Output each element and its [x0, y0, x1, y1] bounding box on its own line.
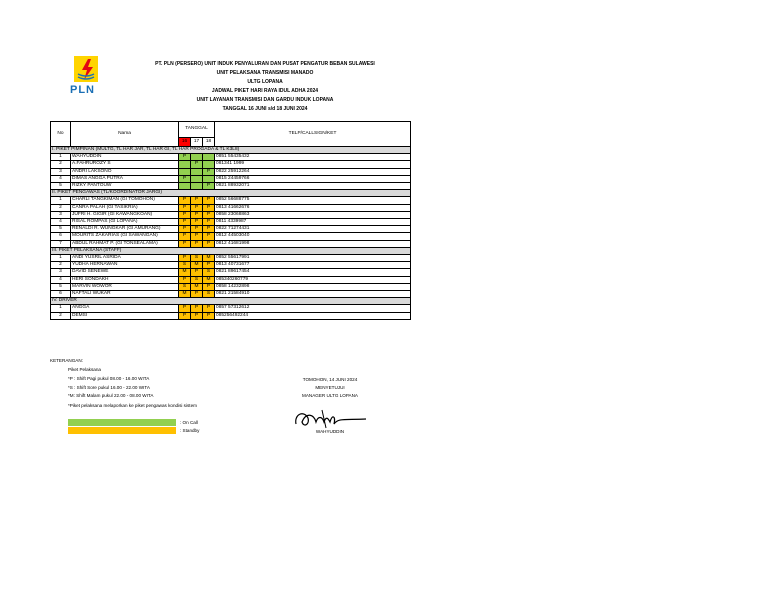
- row-contact: 0813 41662676: [215, 204, 411, 211]
- table-row: [51, 312, 411, 319]
- row-name: MOURITS ZAKARIAS (GI SAWANGAN): [71, 233, 179, 240]
- section-title: II. PIKET PENGAWAS (TL/KOORDINATOR JARGI): [51, 190, 411, 197]
- row-contact: 0811 4339987: [215, 219, 411, 226]
- row-number: 2: [51, 161, 71, 168]
- table-row: [51, 305, 411, 312]
- row-name: ABDUL RAHMAT P. (GI TONSEALAMA): [71, 240, 179, 247]
- note-line: *S : Shift Sore pukul 16.00 - 22.00 WITA: [68, 384, 150, 390]
- col-header-contact: TELP/CALLSIGN/KET: [215, 122, 411, 147]
- date-17: 17: [191, 138, 203, 147]
- shift-cell: [191, 175, 203, 182]
- row-contact: 0812 41681998: [215, 240, 411, 247]
- shift-cell: P: [191, 204, 203, 211]
- shift-cell: M: [203, 276, 215, 283]
- shift-cell: P: [191, 305, 203, 312]
- shift-cell: P: [179, 226, 191, 233]
- row-number: 4: [51, 219, 71, 226]
- shift-cell: [203, 175, 215, 182]
- row-name: RIZKY PANTOUW: [71, 183, 179, 190]
- table-row: [51, 283, 411, 290]
- shift-cell: P: [203, 312, 215, 319]
- shift-cell: P: [179, 219, 191, 226]
- shift-cell: M: [179, 291, 191, 298]
- shift-cell: P: [191, 219, 203, 226]
- shift-cell: S: [191, 255, 203, 262]
- row-number: 6: [51, 291, 71, 298]
- shift-cell: [191, 154, 203, 161]
- shift-cell: S: [179, 283, 191, 290]
- row-name: CHARLI TANGKIMAN (GI TOMOHON): [71, 197, 179, 204]
- unit-name: UNIT PELAKSANA TRANSMISI MANADO: [216, 69, 314, 76]
- document-subtitle: UNIT LAYANAN TRANSMISI DAN GARDU INDUK LOPANA: [196, 96, 334, 103]
- table-row: [51, 183, 411, 190]
- shift-cell: [203, 154, 215, 161]
- shift-cell: S: [203, 291, 215, 298]
- col-header-date: TANGGAL: [179, 122, 215, 138]
- notes-heading: KETERANGAN:: [50, 358, 83, 363]
- legend-standby-swatch: [68, 427, 176, 434]
- col-header-name: Nama: [71, 122, 179, 147]
- shift-cell: S: [203, 269, 215, 276]
- shift-cell: P: [203, 204, 215, 211]
- shift-cell: P: [179, 276, 191, 283]
- row-name: CANRA PALAH (GI TASIKRIA): [71, 204, 179, 211]
- document-header: [120, 60, 410, 86]
- section-row: [51, 190, 411, 197]
- table-row: [51, 262, 411, 269]
- table-row: [51, 175, 411, 182]
- row-contact: 081341 1999: [215, 161, 411, 168]
- row-contact: 0857 57312612: [215, 305, 411, 312]
- table-row: [51, 154, 411, 161]
- shift-cell: P: [191, 211, 203, 218]
- shift-cell: P: [179, 175, 191, 182]
- document-title-block: [120, 87, 410, 113]
- shift-cell: M: [203, 255, 215, 262]
- row-number: 2: [51, 312, 71, 319]
- shift-cell: M: [191, 283, 203, 290]
- row-name: DAVID SENEWE: [71, 269, 179, 276]
- shift-cell: M: [179, 269, 191, 276]
- table-row: [51, 168, 411, 175]
- table-row: [51, 161, 411, 168]
- shift-cell: [191, 183, 203, 190]
- shift-cell: P: [203, 226, 215, 233]
- table-row: [51, 269, 411, 276]
- row-number: 7: [51, 240, 71, 247]
- row-name: ANDI YUSRIL ASRIDA: [71, 255, 179, 262]
- row-contact: 0858 23068863: [215, 211, 411, 218]
- shift-cell: P: [191, 226, 203, 233]
- section-row: [51, 247, 411, 254]
- shift-cell: P: [203, 233, 215, 240]
- row-contact: 0822 25912264: [215, 168, 411, 175]
- row-number: 3: [51, 269, 71, 276]
- row-name: A.FAHRUROZY S: [71, 161, 179, 168]
- row-name: NAFTALI WUKAR: [71, 291, 179, 298]
- row-contact: 0812 44503040: [215, 233, 411, 240]
- section-row: [51, 298, 411, 305]
- table-row: [51, 276, 411, 283]
- row-number: 4: [51, 175, 71, 182]
- notes-list: [68, 375, 197, 410]
- row-number: 1: [51, 197, 71, 204]
- table-row: [51, 204, 411, 211]
- shift-cell: S: [191, 276, 203, 283]
- date-16: 16: [179, 138, 191, 147]
- row-number: 5: [51, 283, 71, 290]
- signature-place-date: TOMOHON, 14 JUNI 2024: [302, 377, 358, 382]
- shift-cell: P: [203, 305, 215, 312]
- table-header-row: [51, 122, 411, 138]
- schedule-table-body: [51, 122, 411, 320]
- row-contact: 0821 89617454: [215, 269, 411, 276]
- row-contact: 0822 71274431: [215, 226, 411, 233]
- row-name: RISAL ROMPAS (GI LOPANA): [71, 219, 179, 226]
- row-contact: 0821 88932071: [215, 183, 411, 190]
- document-period: TANGGAL 16 JUNI s/d 18 JUNI 2024: [222, 105, 308, 112]
- shift-cell: P: [179, 233, 191, 240]
- table-row: [51, 219, 411, 226]
- row-name: HERI SONDAKH: [71, 276, 179, 283]
- document-title: JADWAL PIKET HARI RAYA IDUL ADHA 2024: [211, 88, 319, 94]
- table-row: [51, 291, 411, 298]
- row-number: 1: [51, 255, 71, 262]
- shift-cell: P: [203, 197, 215, 204]
- shift-cell: [191, 168, 203, 175]
- row-name: JUFRI H. GIGIR (GI KAWANGKOAN): [71, 211, 179, 218]
- notes-subheading: Piket Pelaksana: [68, 367, 101, 372]
- shift-cell: P: [203, 283, 215, 290]
- row-number: 5: [51, 226, 71, 233]
- signature-approve: MENYETUJUI: [315, 385, 345, 390]
- shift-cell: P: [179, 312, 191, 319]
- shift-cell: P: [179, 240, 191, 247]
- shift-cell: M: [191, 262, 203, 269]
- row-contact: 0852 56688775: [215, 197, 411, 204]
- shift-cell: [179, 161, 191, 168]
- shift-cell: P: [179, 305, 191, 312]
- row-contact: 0815 24459766: [215, 175, 411, 182]
- shift-cell: P: [203, 262, 215, 269]
- company-name: PT. PLN (PERSERO) UNIT INDUK PENYALURAN DAN PUSAT PENGATUR BEBAN SULAWESI: [155, 61, 375, 67]
- row-number: 5: [51, 183, 71, 190]
- section-row: [51, 147, 411, 154]
- shift-cell: P: [203, 183, 215, 190]
- shift-cell: [203, 161, 215, 168]
- shift-cell: P: [191, 269, 203, 276]
- row-number: 4: [51, 276, 71, 283]
- row-contact: 085340260779: [215, 276, 411, 283]
- date-18: 18: [203, 138, 215, 147]
- section-title: III. PIKET PELAKSANA (STAFF): [51, 247, 411, 254]
- note-line: *P : Shift Pagi pukul 08.00 - 16.00 WITA: [68, 376, 150, 381]
- legend-oncall-label: : On Call: [180, 420, 198, 425]
- row-number: 1: [51, 154, 71, 161]
- note-line: *M: Shift Malam pukul 22.00 - 08.00 WITA: [68, 393, 154, 398]
- row-name: DEMSI: [71, 312, 179, 319]
- shift-cell: [179, 168, 191, 175]
- shift-cell: P: [203, 240, 215, 247]
- signature-block: [280, 376, 380, 400]
- shift-cell: P: [191, 233, 203, 240]
- shift-cell: P: [179, 255, 191, 262]
- signature-role: MANAGER ULTG LOPANA: [302, 393, 358, 398]
- shift-cell: [179, 183, 191, 190]
- row-name: MARVIN WOWOR: [71, 283, 179, 290]
- row-name: ANGGA: [71, 305, 179, 312]
- schedule-table: [50, 121, 411, 320]
- shift-cell: P: [179, 154, 191, 161]
- row-number: 1: [51, 305, 71, 312]
- logo-wordmark: PLN: [70, 84, 95, 96]
- row-number: 3: [51, 168, 71, 175]
- signature-name: WAHYUDDIN: [315, 429, 345, 434]
- note-line: *Piket pelaksana melaporkan ke piket pengawas kondisi sistem: [68, 402, 197, 408]
- col-header-no: No: [51, 122, 71, 147]
- row-name: RENALDI R. WUNGKAR (GI AMURANG): [71, 226, 179, 233]
- table-row: [51, 197, 411, 204]
- table-row: [51, 233, 411, 240]
- row-name: ANDRI LAKSONO: [71, 168, 179, 175]
- shift-cell: P: [179, 204, 191, 211]
- ultg-name: ULTG LOPANA: [247, 78, 283, 85]
- shift-cell: P: [179, 197, 191, 204]
- legend-oncall-swatch: [68, 419, 176, 426]
- row-contact: 085256492244: [215, 312, 411, 319]
- section-title: I. PIKET PIMPINAN (MULTG, TL HAR JAR, TL HAR GI, TL HAR PROGADA & TL K3L8): [51, 147, 411, 154]
- row-contact: 0858 14232898: [215, 283, 411, 290]
- table-row: [51, 226, 411, 233]
- shift-cell: P: [191, 197, 203, 204]
- table-row: [51, 240, 411, 247]
- shift-cell: P: [203, 219, 215, 226]
- shift-cell: P: [203, 168, 215, 175]
- shift-cell: P: [191, 240, 203, 247]
- row-name: DIMAS ANGGA PUTRA: [71, 175, 179, 182]
- row-contact: 0851 55435432: [215, 154, 411, 161]
- row-contact: 0852 55617991: [215, 255, 411, 262]
- row-number: 2: [51, 204, 71, 211]
- shift-cell: P: [203, 211, 215, 218]
- row-name: WAHYUDDIN: [71, 154, 179, 161]
- legend-standby-label: : Standby: [180, 428, 200, 433]
- table-row: [51, 255, 411, 262]
- row-contact: 0813 40731677: [215, 262, 411, 269]
- row-name: YUDHA HERNAWAN: [71, 262, 179, 269]
- shift-cell: S: [179, 262, 191, 269]
- shift-cell: P: [191, 161, 203, 168]
- row-contact: 0821 21584910: [215, 291, 411, 298]
- section-title: IV. DRIVER: [51, 298, 411, 305]
- row-number: 6: [51, 233, 71, 240]
- shift-cell: P: [191, 291, 203, 298]
- row-number: 2: [51, 262, 71, 269]
- row-number: 3: [51, 211, 71, 218]
- shift-cell: P: [191, 312, 203, 319]
- table-row: [51, 211, 411, 218]
- shift-cell: P: [179, 211, 191, 218]
